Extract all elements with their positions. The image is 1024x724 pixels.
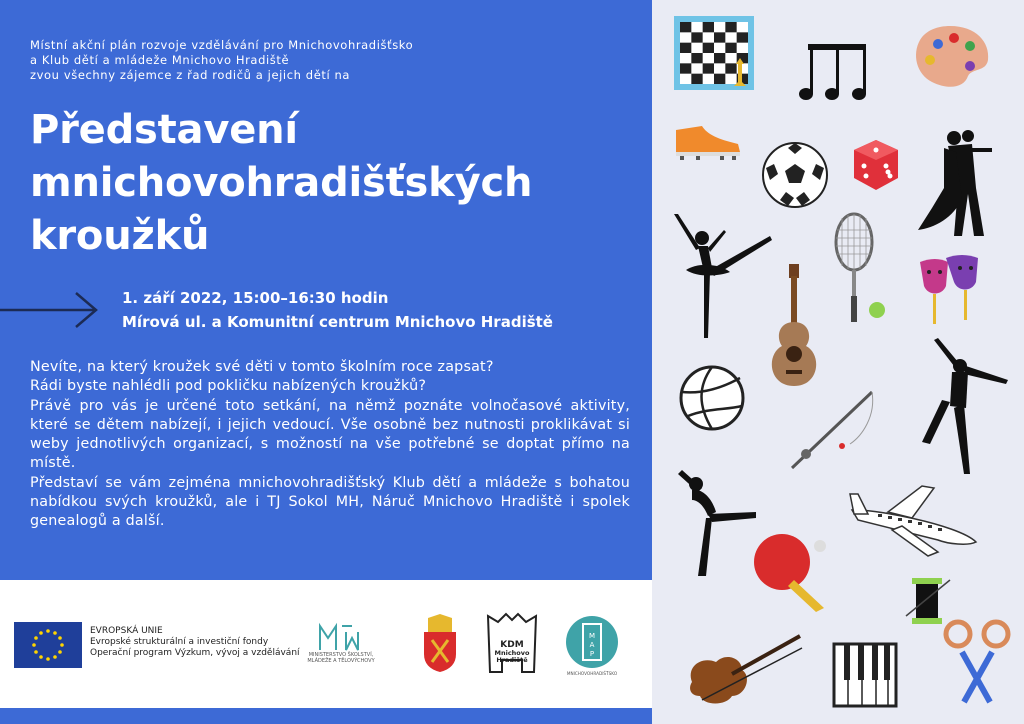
map-logo-icon [562,614,622,676]
airplane-icon [848,480,980,562]
chessboard-icon [672,14,758,96]
eu-line-3: Operační program Výzkum, vývoj a vzdělávání [90,648,300,658]
intro-line-3: zvou všechny zájemce z řad rodičů a jejich dětí na [30,68,351,82]
intro-line-1: Místní akční plán rozvoje vzdělávání pro Mnichovohradišťsko [30,38,414,52]
eu-flag-icon [14,622,82,668]
ping-pong-icon [750,532,830,612]
svg-text:M: M [588,632,596,640]
town-crest-icon [418,614,462,672]
palette-icon [910,22,992,92]
activity-icons-panel [652,0,1024,724]
arrow-right-icon [0,290,100,330]
soccer-ball-icon [760,140,830,210]
eu-line-2: Evropské strukturální a investiční fondy [90,637,269,647]
event-info [122,286,553,334]
violin-icon [682,626,806,710]
msmt-line-1: MINISTERSTVO ŠKOLSTVÍ, [308,652,374,658]
dice-icon [852,138,900,192]
tennis-racket-icon [832,212,892,324]
eu-text [90,626,300,659]
eu-line-1: EVROPSKÁ UNIE [90,626,163,636]
sneaker-icon [672,122,744,162]
title-line-2: mnichovohradišťských [30,160,533,206]
kdm-line-1: KDM [500,640,524,650]
guitar-icon [764,262,824,390]
kdm-line-2: Mnichovo [494,649,530,657]
music-notes-icon [798,40,874,104]
ballerina-icon [664,210,774,340]
fishing-rod-icon [786,386,878,472]
map-text: MNICHOVOHRADIŠŤSKO [566,671,618,676]
intro-text [30,38,413,83]
msmt-line-2: MLÁDEŽE A TĚLOVÝCHOVY [307,658,375,664]
volleyball-icon [678,364,746,432]
kdm-line-3: Hradiště [496,656,528,664]
dancing-couple-icon [914,128,1004,240]
title-line-1: Představení [30,107,298,153]
theatre-masks-icon [916,252,982,326]
page-title [30,104,532,263]
scissors-icon [942,612,1012,704]
paragraph-2: Rádi byste nahlédli pod pokličku nabízených kroužků? [30,378,427,395]
title-line-3: kroužků [30,213,210,259]
description [30,358,630,532]
jumping-dancer-icon [908,336,1012,476]
footer-bar [0,708,652,724]
event-datetime: 1. září 2022, 15:00–16:30 hodin [122,289,389,307]
paragraph-1: Nevíte, na který kroužek své děti v tomto školním roce zapsat? [30,359,494,375]
kdm-text [490,640,534,664]
msmt-text [296,652,386,664]
svg-text:P: P [589,650,595,658]
paragraph-4: Představí se vám zejména mnichovohradišťský Klub dětí a mládeže s bohatou nabídkou svých kroužků, ale i TJ Sokol MH, Náruč Mnichovo Hradiště i spolek genealogů a další. [30,474,630,530]
svg-text:A: A [589,641,595,649]
intro-line-2: a Klub dětí a mládeže Mnichovo Hradiště [30,53,290,67]
piano-keys-icon [832,642,898,708]
event-place: Mírová ul. a Komunitní centrum Mnichovo Hradiště [122,313,553,331]
gymnast-icon [672,468,758,578]
paragraph-3: Právě pro vás je určené toto setkání, na němž poznáte volnočasové aktivity, které se dětem nabízejí, i jejich vedoucí. Vše osobně bez nutnosti proklikávat si weby jednotlivých organizací, s možností na vše potřebné se doptat přímo na místě. [30,397,630,472]
